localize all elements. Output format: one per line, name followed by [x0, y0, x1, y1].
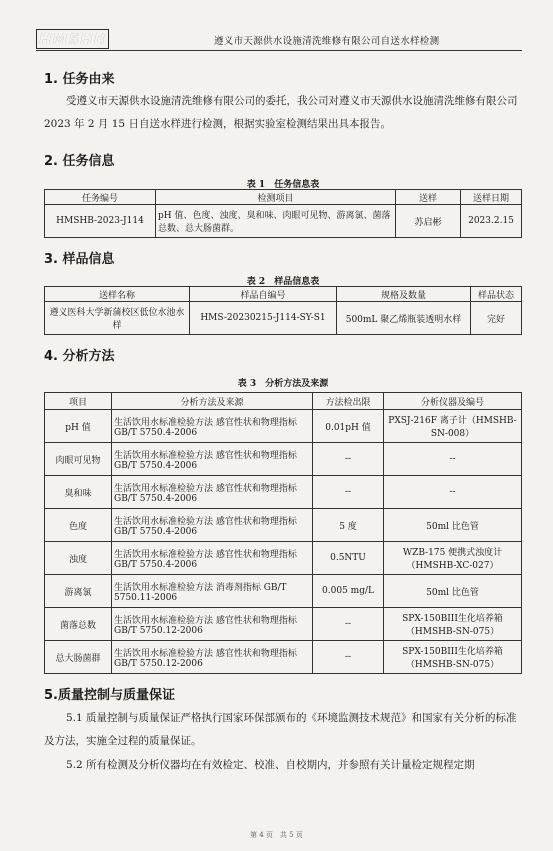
- header-cell: 方法检出限: [313, 393, 384, 410]
- table-cell: --: [313, 641, 384, 674]
- table-cell: 生活饮用水标准检验方法 感官性状和物理指标 GB/T 5750.4-2006: [112, 542, 313, 575]
- table-cell: SPX-150BIII生化培养箱（HMSHB-SN-075）: [384, 641, 522, 674]
- table-row: [45, 575, 522, 608]
- table-cell: 菌落总数: [45, 608, 112, 641]
- table-cell: 2023.2.15: [461, 205, 522, 238]
- table-cell: 0.5NTU: [313, 542, 384, 575]
- table-2-caption: 表 2 样品信息表: [246, 277, 320, 287]
- table-cell: 遵义医科大学新蒲校区低位水池水样: [45, 302, 190, 335]
- section-1-body: 受遵义市天源供水设施清洗维修有限公司的委托，我公司对遵义市天源供水设施清洗维修有限公司 2023 年 2 月 15 日自送水样进行检测，根据实验室检测结果出具本报告。: [44, 95, 518, 130]
- page-number: 第 4 页 共 5 页: [250, 831, 303, 839]
- table-row: [45, 509, 522, 542]
- table-cell: 总大肠菌群: [45, 641, 112, 674]
- table-cell: 臭和味: [45, 476, 112, 509]
- table-cell: 生活饮用水标准检验方法 感官性状和物理指标 GB/T 5750.12-2006: [112, 608, 313, 641]
- table-cell: 苏启彬: [396, 205, 461, 238]
- table-cell: --: [384, 476, 522, 509]
- table-1-caption: 表 1 任务信息表: [246, 180, 320, 190]
- header-cell: 样品自编号: [190, 287, 337, 302]
- table-row: [45, 443, 522, 476]
- header-cell: 样品状态: [471, 287, 522, 302]
- table-cell: 生活饮用水标准检验方法 感官性状和物理指标 GB/T 5750.4-2006: [112, 443, 313, 476]
- table-cell: 生活饮用水标准检验方法 感官性状和物理指标 GB/T 5750.4-2006: [112, 476, 313, 509]
- table-cell: pH 值: [45, 410, 112, 443]
- table-cell: --: [313, 443, 384, 476]
- header-cell: 送样名称: [45, 287, 190, 302]
- table-cell: HMSHB-2023-J114: [45, 205, 156, 238]
- section-5-paragraph-1: 5.1 质量控制与质量保证严格执行国家环保部颁布的《环境监测技术规范》和国家有关分析的标准及方法，实施全过程的质量保证。: [44, 712, 517, 747]
- header-cell: 分析方法及来源: [112, 393, 313, 410]
- analysis-methods-table: [44, 392, 522, 674]
- task-info-table: [44, 189, 522, 238]
- table-cell: 生活饮用水标准检验方法 消毒剂指标 GB/T 5750.11-2006: [112, 575, 313, 608]
- section-5-paragraph-2: 5.2 所有检测及分析仪器均在有效检定、校准、自校期内，并参照有关计量检定规程定期: [66, 759, 475, 771]
- table-cell: 500mL 聚乙烯瓶装透明水样: [337, 302, 471, 335]
- table-cell: --: [313, 608, 384, 641]
- section-1-heading: 1. 任务由来: [44, 72, 115, 87]
- header-cell: 任务编号: [45, 190, 156, 205]
- section-5-heading: 5.质量控制与质量保证: [44, 688, 175, 703]
- table-cell: PXSJ-216F 离子计（HMSHB-SN-008）: [384, 410, 522, 443]
- table-row: [45, 641, 522, 674]
- table-cell: 生活饮用水标准检验方法 感官性状和物理指标 GB/T 5750.12-2006: [112, 641, 313, 674]
- table-cell: --: [313, 476, 384, 509]
- table-cell: 完好: [471, 302, 522, 335]
- header-cell: 分析仪器及编号: [384, 393, 522, 410]
- table-cell: 50ml 比色管: [384, 575, 522, 608]
- table-cell: 生活饮用水标准检验方法 感官性状和物理指标 GB/T 5750.4-2006: [112, 509, 313, 542]
- table-cell: 0.005 mg/L: [313, 575, 384, 608]
- table-row: [45, 608, 522, 641]
- table-cell: WZB-175 便携式浊度计（HMSHB-XC-027）: [384, 542, 522, 575]
- header-cell: 送样日期: [461, 190, 522, 205]
- header-cell: 规格及数量: [337, 287, 471, 302]
- table-cell: 肉眼可见物: [45, 443, 112, 476]
- table-row: [45, 476, 522, 509]
- table-cell: 生活饮用水标准检验方法 感官性状和物理指标 GB/T 5750.4-2006: [112, 410, 313, 443]
- sample-info-table: [44, 286, 522, 335]
- section-3-heading: 3. 样品信息: [44, 252, 115, 267]
- section-4-heading: 4. 分析方法: [44, 349, 115, 364]
- header-cell: 项目: [45, 393, 112, 410]
- header-cell: 检测项目: [156, 190, 396, 205]
- company-logo: HMSHB: [36, 29, 109, 49]
- section-2-heading: 2. 任务信息: [44, 154, 115, 169]
- table-cell: SPX-150BIII生化培养箱（HMSHB-SN-075）: [384, 608, 522, 641]
- table-cell: 50ml 比色管: [384, 509, 522, 542]
- header-title: 遵义市天源供水设施清洗维修有限公司自送水样检测: [214, 36, 440, 47]
- table-row: [45, 410, 522, 443]
- table-cell: --: [384, 443, 522, 476]
- table-cell: 色度: [45, 509, 112, 542]
- table-cell: 游离氯: [45, 575, 112, 608]
- table-cell: HMS-20230215-J114-SY-S1: [190, 302, 337, 335]
- table-cell: 5 度: [313, 509, 384, 542]
- table-cell: 0.01pH 值: [313, 410, 384, 443]
- header-cell: 送样: [396, 190, 461, 205]
- table-cell: pH 值、色度、浊度、臭和味、肉眼可见物、游离氯、菌落总数、总大肠菌群。: [156, 205, 396, 238]
- table-row: [45, 542, 522, 575]
- header-divider: [36, 50, 522, 51]
- table-cell: 浊度: [45, 542, 112, 575]
- table-3-caption: 表 3 分析方法及来源: [237, 379, 329, 389]
